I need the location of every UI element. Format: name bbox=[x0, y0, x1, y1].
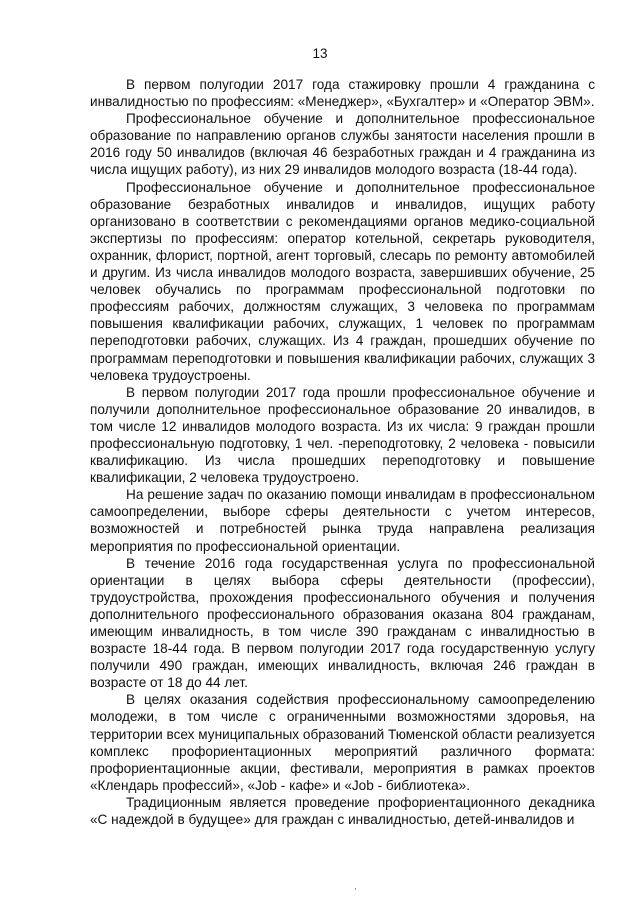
page-number: 13 bbox=[312, 46, 328, 61]
paragraph-training-organization: Профессиональное обучение и дополнительное профессиональное образование безработных инвалидов и инвалидов, ищущих работу организовано в соответствии с рекомендациями органов медико-социальной экспертизы по профессиям: оператор котельной, секретарь руководителя, охранник, флорист, портной, агент торговый, слесарь по ремонту автомобилей и другим. Из числа инвалидов молодого возраста, завершивших обучение, 25 человек обучались по программам профессиональной подготовки по профессиям рабочих, должностям служащих, 3 человека по программам повышения квалификации рабочих, служащих, 1 человек по программам переподготовки рабочих, служащих. Из 4 граждан, прошедших обучение по программам переподготовки и повышения квалификации рабочих, служащих 3 человека трудоустроены. bbox=[90, 179, 595, 383]
scan-mark bbox=[355, 888, 356, 890]
paragraph-internships: В первом полугодии 2017 года стажировку прошли 4 гражданина с инвалидностью по профессиям: «Менеджер», «Бухгалтер» и «Оператор ЭВМ». bbox=[90, 77, 595, 110]
paragraph-training-2017: В первом полугодии 2017 года прошли профессиональное обучение и получили дополнительное профессиональное образование 20 инвалидов, в том числе 12 инвалидов молодого возраста. Из их числа: 9 граждан прошли профессиональную подготовку, 1 чел. -переподготовку, 2 человека - повысили квалификацию. Из числа прошедших переподготовку и повышение квалификации, 2 человека трудоустроено. bbox=[90, 384, 595, 486]
paragraph-career-guidance-goal: На решение задач по оказанию помощи инвалидам в профессиональном самоопределении, выборе сферы деятельности с учетом интересов, возможностей и потребностей рынка труда направлена реализация мероприятия по профессиональной ориентации. bbox=[90, 487, 595, 554]
paragraph-career-guidance-service: В течение 2016 года государственная услуга по профессиональной ориентации в целях выбора сферы деятельности (профессии), трудоустройства, прохождения профессионального обучения и получения дополнительного профессионального образования оказана 804 гражданам, имеющим инвалидность, в том числе 390 гражданам с инвалидностью в возрасте 18-44 года. В первом полугодии 2017 года государственную услугу получили 490 граждан, имеющих инвалидность, включая 246 граждан в возрасте от 18 до 44 лет. bbox=[90, 555, 595, 691]
paragraph-training-2016: Профессиональное обучение и дополнительное профессиональное образование по направлению органов службы занятости населения прошли в 2016 году 50 инвалидов (включая 46 безработных граждан и 4 гражданина из числа ищущих работу), из них 29 инвалидов молодого возраста (18-44 года). bbox=[90, 111, 595, 178]
document-body bbox=[90, 76, 595, 828]
paragraph-youth-self-determination: В целях оказания содействия профессиональному самоопределению молодежи, в том числе с ограниченными возможностями здоровья, на территории всех муниципальных образований Тюменской области реализуется комплекс профориентационных мероприятий различного формата: профориентационные акции, фестивали, мероприятия в рамках проектов «Клендарь профессий», «Job - кафе» и «Job - библиотека». bbox=[90, 692, 595, 793]
paragraph-traditional-event: Традиционным является проведение профориентационного декадника «С надеждой в будущее» для граждан с инвалидностью, детей-инвалидов и bbox=[90, 794, 595, 828]
